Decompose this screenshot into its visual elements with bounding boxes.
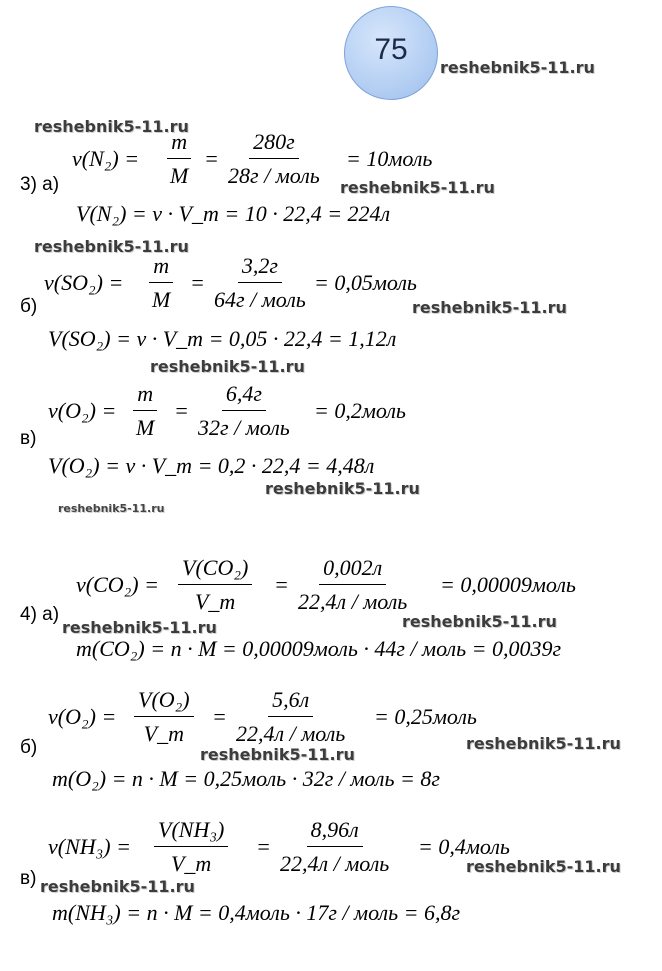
task3-a-label: 3) а): [20, 174, 60, 195]
task4-b-volume-fraction: [134, 687, 194, 747]
task3-a-value-fraction: [224, 129, 324, 189]
numerator: V(NH₃): [154, 817, 228, 847]
denominator: 22,4л / моль: [280, 851, 390, 876]
task3-c-volume: V(O₂) = ν · V_m = 0,2 · 22,4 = 4,48л: [48, 453, 375, 478]
task3-b-lhs: ν(SO₂) =: [44, 270, 124, 295]
denominator: V_m: [194, 589, 236, 614]
watermark: reshebnik5-11.ru: [265, 479, 420, 498]
equals-sign: =: [174, 398, 189, 423]
watermark: reshebnik5-11.ru: [440, 58, 595, 77]
task4-c-result: = 0,4моль: [418, 834, 510, 859]
denominator: 28г / моль: [228, 163, 320, 188]
numerator: 0,002л: [319, 555, 386, 585]
equals-sign: =: [274, 572, 289, 597]
task3-c-mass-fraction: [132, 381, 158, 441]
task4-a-result: = 0,00009моль: [440, 572, 576, 597]
task4-c-volume-fraction: [154, 817, 228, 877]
task4-a-value-fraction: [294, 555, 411, 615]
watermark: reshebnik5-11.ru: [200, 745, 355, 764]
denominator: 22,4л / моль: [298, 589, 408, 614]
watermark: reshebnik5-11.ru: [340, 178, 495, 197]
task3-c-value-fraction: [194, 381, 294, 441]
task3-b-label: б): [20, 296, 38, 317]
equals-sign: =: [190, 270, 205, 295]
numerator: m: [149, 253, 173, 283]
task4-b-value-fraction: [232, 687, 349, 747]
numerator: 5,6л: [268, 687, 313, 717]
equals-sign: =: [204, 146, 219, 171]
task3-c-label: в): [20, 428, 37, 449]
task4-b-label: б): [20, 737, 38, 758]
task3-c-result: = 0,2моль: [314, 398, 406, 423]
watermark: reshebnik5-11.ru: [466, 857, 621, 876]
task3-a-result: = 10моль: [346, 146, 433, 171]
watermark: reshebnik5-11.ru: [150, 357, 305, 376]
watermark: reshebnik5-11.ru: [34, 237, 189, 256]
task3-b-value-fraction: [210, 253, 310, 313]
task3-b-mass-fraction: [148, 253, 174, 313]
denominator: V_m: [143, 721, 184, 746]
numerator: V(O₂): [134, 687, 194, 717]
page-number-badge: [344, 6, 438, 100]
task4-a-label: 4) а): [20, 604, 60, 625]
denominator: V_m: [170, 851, 212, 876]
denominator: 32г / моль: [198, 415, 290, 440]
numerator: 6,4г: [222, 381, 266, 411]
task4-b-mass: m(O₂) = n · M = 0,25моль · 32г / моль = 8г: [52, 766, 440, 791]
task3-b-volume: V(SO₂) = ν · V_m = 0,05 · 22,4 = 1,12л: [48, 326, 397, 351]
task4-c-mass: m(NH₃) = n · M = 0,4моль · 17г / моль = 6,8г: [52, 900, 461, 925]
watermark: reshebnik5-11.ru: [40, 877, 195, 896]
task4-a-mass: m(CO₂) = n · M = 0,00009моль · 44г / моль = 0,0039г: [76, 636, 562, 661]
task4-a-volume-fraction: [178, 555, 252, 615]
denominator: M: [152, 287, 171, 312]
watermark: reshebnik5-11.ru: [402, 612, 557, 631]
equals-sign: =: [212, 704, 227, 729]
watermark: reshebnik5-11.ru: [412, 298, 567, 317]
numerator: V(CO₂): [178, 555, 252, 585]
watermark: reshebnik5-11.ru: [58, 502, 165, 515]
task4-b-lhs: ν(O₂) =: [48, 704, 117, 729]
numerator: 3,2г: [238, 253, 282, 283]
numerator: m: [133, 381, 157, 411]
denominator: M: [170, 163, 189, 188]
task4-a-lhs: ν(CO₂) =: [76, 572, 159, 597]
equals-sign: =: [256, 834, 271, 859]
denominator: 22,4л / моль: [236, 721, 346, 746]
watermark: reshebnik5-11.ru: [62, 618, 217, 637]
task3-a-mass-fraction: [166, 129, 192, 189]
task4-c-lhs: ν(NH₃) =: [48, 834, 131, 859]
task3-a-lhs: ν(N₂) =: [72, 146, 140, 171]
numerator: 280г: [249, 129, 299, 159]
numerator: m: [167, 129, 191, 159]
watermark: reshebnik5-11.ru: [34, 117, 189, 136]
task3-c-lhs: ν(O₂) =: [48, 398, 117, 423]
denominator: M: [136, 415, 155, 440]
numerator: 8,96л: [307, 817, 363, 847]
task4-c-label: в): [20, 868, 37, 889]
watermark: reshebnik5-11.ru: [466, 734, 621, 753]
denominator: 64г / моль: [214, 287, 306, 312]
task3-b-result: = 0,05моль: [314, 270, 417, 295]
page-number: 75: [374, 33, 408, 66]
task3-a-volume: V(N₂) = ν · V_m = 10 · 22,4 = 224л: [76, 201, 391, 226]
task4-c-value-fraction: [276, 817, 393, 877]
task4-b-result: = 0,25моль: [374, 704, 477, 729]
